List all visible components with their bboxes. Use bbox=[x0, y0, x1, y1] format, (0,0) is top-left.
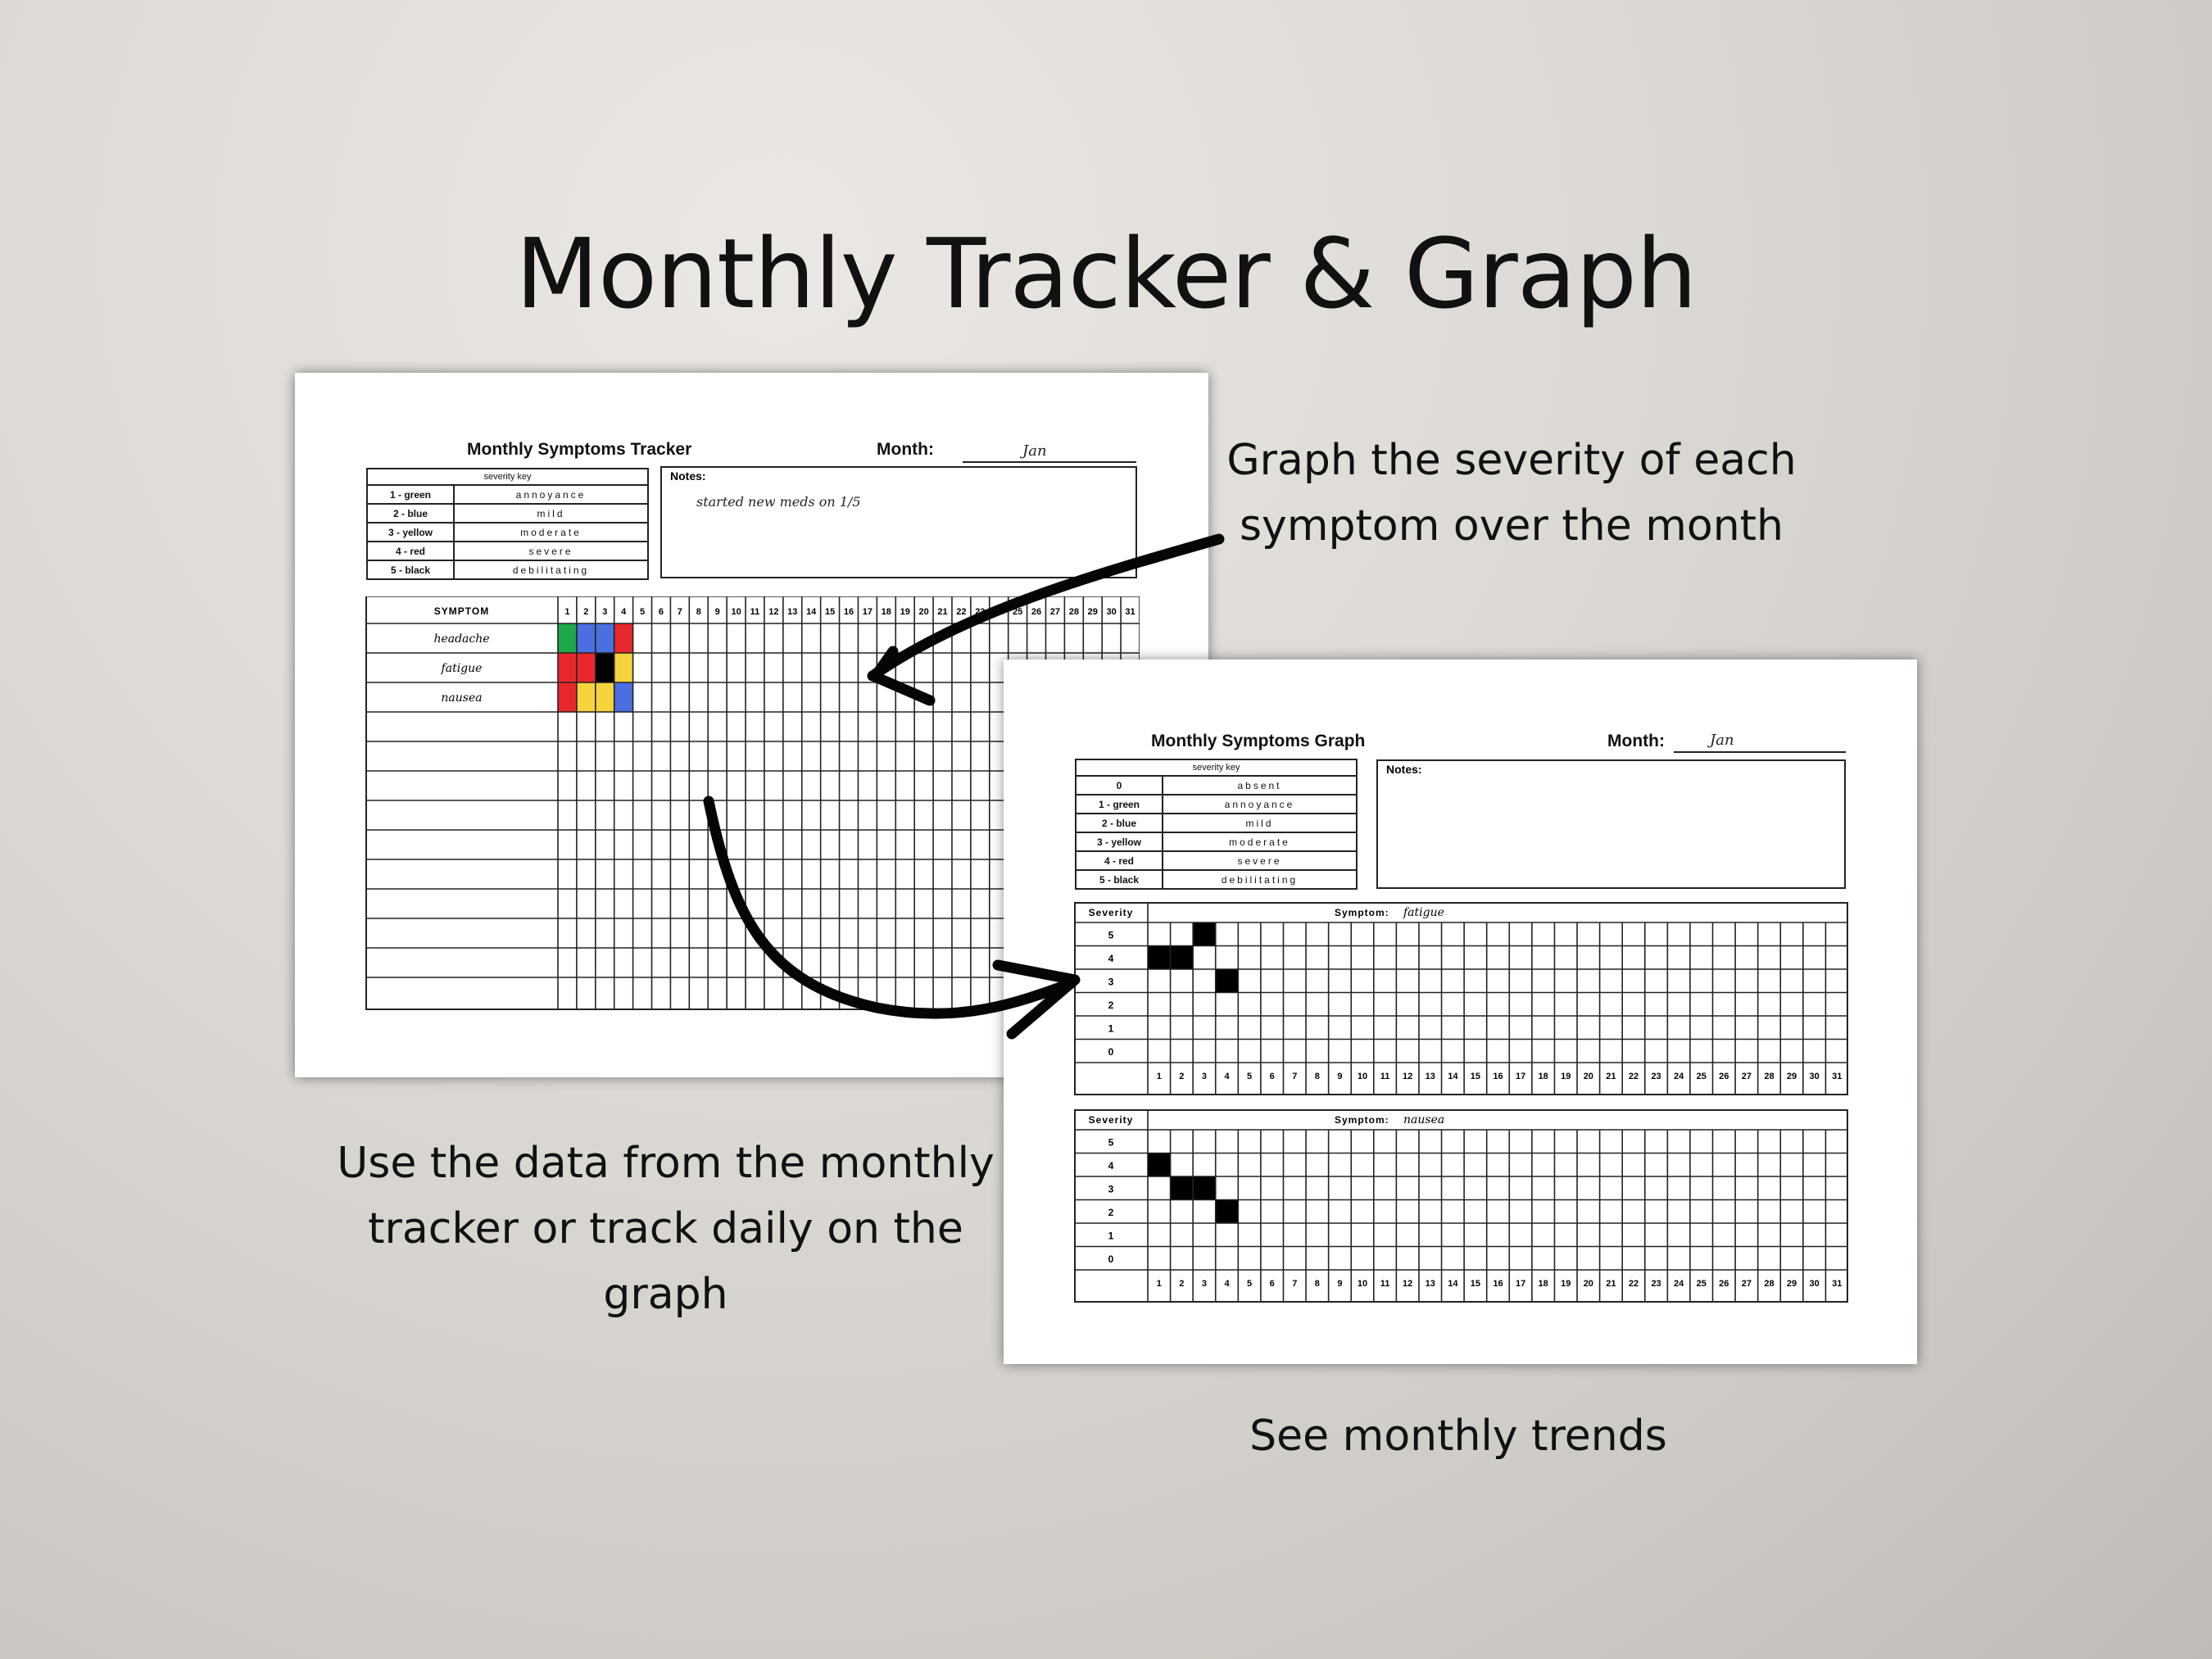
day-label: 8 bbox=[696, 607, 701, 617]
key-level: 3 - yellow bbox=[1076, 832, 1163, 851]
tracker-month-value: Jan bbox=[1022, 442, 1047, 460]
key-desc: debilitating bbox=[1163, 870, 1357, 889]
day-label: 2 bbox=[583, 607, 589, 617]
day-label: 24 bbox=[1674, 1072, 1684, 1081]
day-label: 2 bbox=[1179, 1072, 1185, 1081]
day-label: 4 bbox=[1224, 1072, 1230, 1081]
key-desc: mild bbox=[454, 504, 648, 523]
day-label: 26 bbox=[1719, 1279, 1729, 1289]
day-label: 29 bbox=[1087, 607, 1098, 617]
key-level: 4 - red bbox=[367, 542, 454, 560]
day-label: 25 bbox=[1696, 1279, 1707, 1289]
arrow-to-tracker bbox=[873, 539, 1219, 700]
level-label: 3 bbox=[1108, 976, 1114, 988]
day-label: 7 bbox=[1292, 1279, 1298, 1289]
day-label: 16 bbox=[1493, 1279, 1503, 1289]
level-label: 0 bbox=[1108, 1253, 1114, 1265]
level-label: 0 bbox=[1108, 1045, 1114, 1058]
level-label: 5 bbox=[1108, 929, 1114, 941]
caption-graph-severity: Graph the severity of each symptom over the month bbox=[1226, 436, 1797, 551]
key-desc: moderate bbox=[1163, 832, 1357, 851]
level-label: 2 bbox=[1108, 1206, 1114, 1218]
day-label: 9 bbox=[714, 607, 720, 617]
day-label: 12 bbox=[768, 607, 779, 617]
graph-month-value: Jan bbox=[1710, 732, 1734, 749]
level-label: 5 bbox=[1108, 1136, 1114, 1149]
day-label: 25 bbox=[1013, 607, 1023, 617]
day-label: 28 bbox=[1764, 1072, 1775, 1081]
day-label: 10 bbox=[1357, 1279, 1368, 1289]
day-label: 30 bbox=[1106, 607, 1117, 617]
key-level: 3 - yellow bbox=[367, 523, 454, 542]
symptom-header: SYMPTOM bbox=[433, 605, 490, 617]
tracker-month-label: Month: bbox=[877, 440, 934, 459]
day-label: 10 bbox=[1357, 1072, 1368, 1081]
day-label: 24 bbox=[1674, 1279, 1684, 1289]
day-label: 15 bbox=[824, 607, 836, 617]
day-label: 1 bbox=[564, 607, 570, 617]
day-label: 19 bbox=[1561, 1072, 1571, 1081]
day-label: 1 bbox=[1156, 1072, 1162, 1081]
day-label: 19 bbox=[900, 607, 910, 617]
symptom-label: Symptom: bbox=[1335, 1114, 1389, 1126]
day-label: 17 bbox=[1515, 1072, 1526, 1081]
day-label: 24 bbox=[994, 607, 1004, 617]
key-level: 2 - blue bbox=[1076, 814, 1163, 832]
day-label: 12 bbox=[1403, 1279, 1413, 1289]
day-label: 31 bbox=[1832, 1279, 1843, 1289]
day-label: 3 bbox=[1201, 1279, 1208, 1289]
key-desc: annoyance bbox=[454, 485, 648, 504]
day-label: 8 bbox=[1314, 1279, 1320, 1289]
day-label: 15 bbox=[1470, 1072, 1481, 1081]
day-label: 17 bbox=[862, 607, 873, 617]
day-label: 20 bbox=[918, 607, 929, 617]
symptom-name: nausea bbox=[441, 691, 483, 705]
level-label: 4 bbox=[1108, 1159, 1114, 1172]
graph-title: Monthly Symptoms Graph bbox=[1151, 732, 1366, 750]
day-label: 26 bbox=[1031, 607, 1042, 617]
day-label: 27 bbox=[1741, 1072, 1752, 1081]
day-label: 21 bbox=[1606, 1279, 1616, 1289]
day-label: 4 bbox=[1224, 1279, 1230, 1289]
day-label: 4 bbox=[621, 607, 627, 617]
day-label: 6 bbox=[658, 607, 664, 617]
day-label: 23 bbox=[1651, 1072, 1661, 1081]
day-label: 23 bbox=[1651, 1279, 1661, 1289]
key-desc: severe bbox=[454, 542, 648, 560]
page-heading: Monthly Tracker & Graph bbox=[515, 217, 1697, 330]
key-desc: mild bbox=[1163, 814, 1357, 832]
day-label: 18 bbox=[881, 607, 891, 617]
day-label: 14 bbox=[1448, 1072, 1458, 1081]
day-label: 30 bbox=[1809, 1279, 1820, 1289]
key-level: 0 bbox=[1076, 776, 1163, 795]
day-label: 10 bbox=[731, 607, 741, 617]
graph-key-header: severity key bbox=[1076, 759, 1357, 776]
day-label: 11 bbox=[1380, 1072, 1390, 1081]
day-label: 13 bbox=[787, 607, 798, 617]
day-label: 18 bbox=[1538, 1072, 1548, 1081]
day-label: 28 bbox=[1068, 607, 1079, 617]
day-label: 30 bbox=[1809, 1072, 1820, 1081]
graph-month-label: Month: bbox=[1607, 732, 1665, 750]
day-label: 7 bbox=[1292, 1072, 1298, 1081]
day-label: 15 bbox=[1470, 1279, 1481, 1289]
key-desc: severe bbox=[1163, 851, 1357, 870]
symptom-name: fatigue bbox=[441, 662, 483, 675]
day-label: 31 bbox=[1125, 607, 1135, 617]
day-label: 14 bbox=[806, 607, 817, 617]
day-label: 5 bbox=[1247, 1072, 1253, 1081]
day-label: 3 bbox=[1201, 1072, 1208, 1081]
day-label: 23 bbox=[975, 607, 986, 617]
day-label: 31 bbox=[1832, 1072, 1843, 1081]
day-label: 16 bbox=[843, 607, 854, 617]
day-label: 17 bbox=[1515, 1279, 1526, 1289]
day-label: 28 bbox=[1764, 1279, 1775, 1289]
key-desc: debilitating bbox=[454, 560, 648, 579]
day-label: 8 bbox=[1314, 1072, 1320, 1081]
day-label: 1 bbox=[1156, 1279, 1162, 1289]
level-label: 1 bbox=[1108, 1230, 1114, 1242]
day-label: 12 bbox=[1403, 1072, 1413, 1081]
symptom-label: Symptom: bbox=[1335, 907, 1389, 918]
tracker-notes-text: started new meds on 1/5 bbox=[696, 494, 861, 510]
day-label: 21 bbox=[1606, 1072, 1616, 1081]
day-label: 13 bbox=[1425, 1072, 1435, 1081]
level-label: 4 bbox=[1108, 952, 1114, 964]
severity-header: Severity bbox=[1088, 1114, 1134, 1126]
caption-use-data: Use the data from the monthly tracker or track daily on the graph bbox=[337, 1139, 995, 1319]
key-level: 2 - blue bbox=[367, 504, 454, 523]
severity-header: Severity bbox=[1088, 907, 1134, 918]
tracker-notes-label: Notes: bbox=[670, 469, 706, 483]
day-label: 6 bbox=[1269, 1072, 1275, 1081]
key-desc: moderate bbox=[454, 523, 648, 542]
key-level: 5 - black bbox=[367, 560, 454, 579]
day-label: 3 bbox=[602, 607, 608, 617]
day-label: 5 bbox=[640, 607, 646, 617]
level-label: 1 bbox=[1108, 1022, 1114, 1035]
day-label: 16 bbox=[1493, 1072, 1503, 1081]
day-label: 22 bbox=[956, 607, 967, 617]
arrow-to-graph bbox=[709, 801, 1075, 1034]
day-label: 9 bbox=[1337, 1072, 1343, 1081]
day-label: 9 bbox=[1337, 1279, 1343, 1289]
day-label: 25 bbox=[1696, 1072, 1707, 1081]
key-level: 1 - green bbox=[367, 485, 454, 504]
caption-trends: See monthly trends bbox=[1249, 1412, 1667, 1461]
tracker-key-header: severity key bbox=[367, 469, 648, 485]
tracker-title: Monthly Symptoms Tracker bbox=[467, 440, 692, 459]
day-label: 13 bbox=[1425, 1279, 1435, 1289]
symptom-value: fatigue bbox=[1403, 906, 1444, 919]
day-label: 11 bbox=[1380, 1279, 1390, 1289]
day-label: 6 bbox=[1269, 1279, 1275, 1289]
day-label: 5 bbox=[1247, 1279, 1253, 1289]
day-label: 14 bbox=[1448, 1279, 1458, 1289]
graph-notes-label: Notes: bbox=[1386, 763, 1422, 776]
key-level: 1 - green bbox=[1076, 795, 1163, 814]
day-label: 11 bbox=[750, 607, 760, 617]
level-label: 3 bbox=[1108, 1183, 1114, 1195]
day-label: 21 bbox=[937, 607, 948, 617]
day-label: 18 bbox=[1538, 1279, 1548, 1289]
day-label: 22 bbox=[1628, 1072, 1639, 1081]
day-label: 29 bbox=[1786, 1072, 1797, 1081]
key-level: 5 - black bbox=[1076, 870, 1163, 889]
level-label: 2 bbox=[1108, 999, 1114, 1011]
day-label: 27 bbox=[1741, 1279, 1752, 1289]
day-label: 29 bbox=[1786, 1279, 1797, 1289]
day-label: 26 bbox=[1719, 1072, 1729, 1081]
day-label: 22 bbox=[1628, 1279, 1639, 1289]
key-desc: absent bbox=[1163, 776, 1357, 795]
day-label: 7 bbox=[677, 607, 682, 617]
day-label: 20 bbox=[1583, 1072, 1593, 1081]
day-label: 19 bbox=[1561, 1279, 1571, 1289]
day-label: 27 bbox=[1049, 607, 1061, 617]
day-label: 2 bbox=[1179, 1279, 1185, 1289]
day-label: 20 bbox=[1583, 1279, 1593, 1289]
symptom-value: nausea bbox=[1403, 1113, 1445, 1126]
key-level: 4 - red bbox=[1076, 851, 1163, 870]
key-desc: annoyance bbox=[1163, 795, 1357, 814]
symptom-name: headache bbox=[433, 632, 490, 646]
